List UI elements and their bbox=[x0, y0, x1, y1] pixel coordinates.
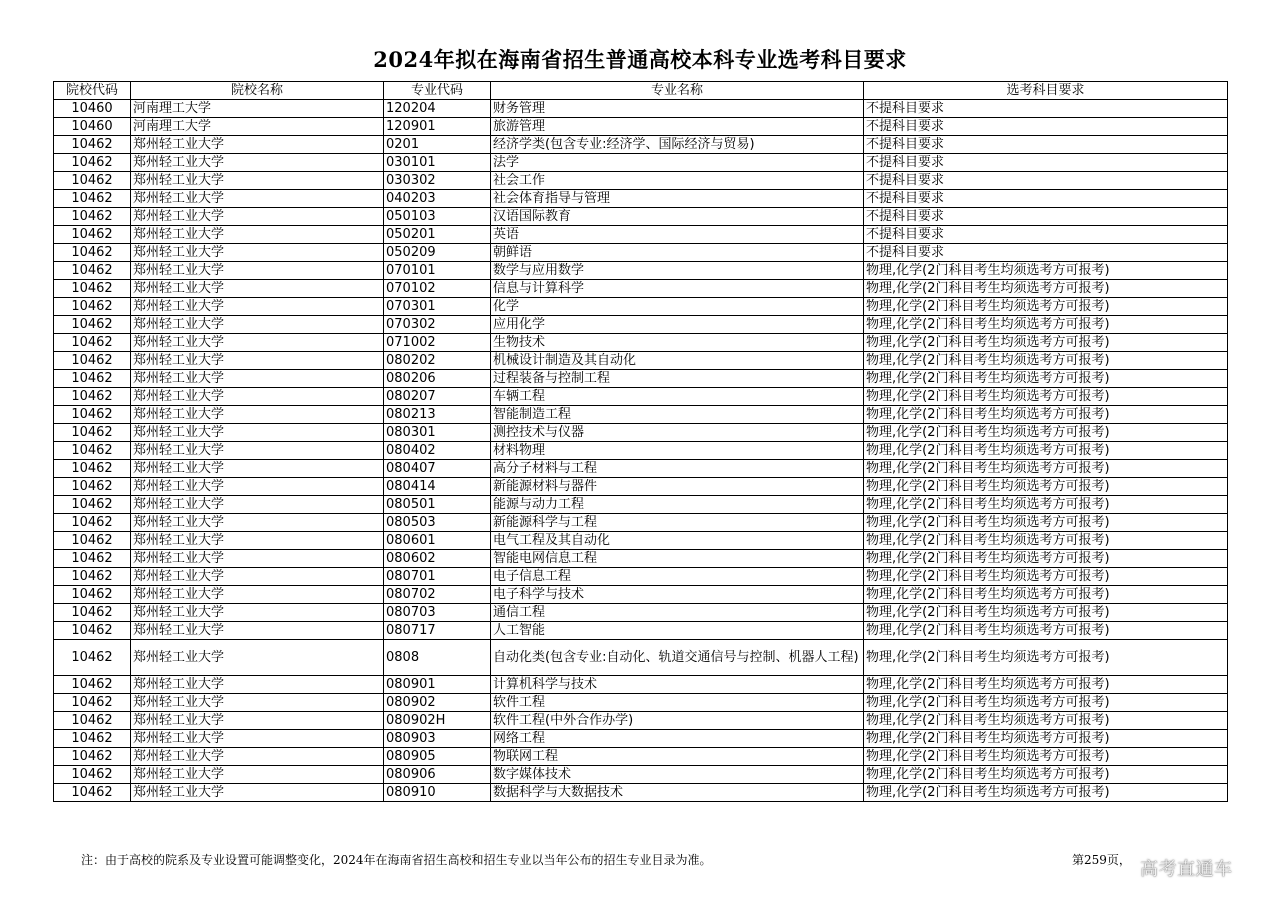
cell-requirement: 不提科目要求 bbox=[864, 208, 1228, 226]
cell-school-name: 郑州轻工业大学 bbox=[131, 784, 384, 802]
cell-school-code: 10462 bbox=[54, 406, 131, 424]
cell-school-name: 郑州轻工业大学 bbox=[131, 550, 384, 568]
cell-major-name: 电子信息工程 bbox=[491, 568, 864, 586]
cell-major-code: 080414 bbox=[384, 478, 491, 496]
cell-major-code: 070301 bbox=[384, 298, 491, 316]
requirements-table bbox=[53, 81, 1228, 802]
cell-major-code: 050209 bbox=[384, 244, 491, 262]
cell-major-code: 080901 bbox=[384, 676, 491, 694]
cell-school-name: 郑州轻工业大学 bbox=[131, 298, 384, 316]
cell-major-code: 080703 bbox=[384, 604, 491, 622]
cell-major-code: 0808 bbox=[384, 640, 491, 676]
cell-major-code: 080213 bbox=[384, 406, 491, 424]
table-row bbox=[54, 460, 1228, 478]
cell-requirement: 物理,化学(2门科目考生均须选考方可报考) bbox=[864, 784, 1228, 802]
cell-requirement: 物理,化学(2门科目考生均须选考方可报考) bbox=[864, 694, 1228, 712]
cell-school-name: 郑州轻工业大学 bbox=[131, 568, 384, 586]
cell-major-name: 电子科学与技术 bbox=[491, 586, 864, 604]
cell-requirement: 物理,化学(2门科目考生均须选考方可报考) bbox=[864, 316, 1228, 334]
cell-school-name: 郑州轻工业大学 bbox=[131, 262, 384, 280]
table-row bbox=[54, 370, 1228, 388]
cell-requirement: 物理,化学(2门科目考生均须选考方可报考) bbox=[864, 766, 1228, 784]
cell-school-name: 郑州轻工业大学 bbox=[131, 460, 384, 478]
cell-major-name: 高分子材料与工程 bbox=[491, 460, 864, 478]
cell-school-name: 郑州轻工业大学 bbox=[131, 316, 384, 334]
cell-requirement: 物理,化学(2门科目考生均须选考方可报考) bbox=[864, 424, 1228, 442]
cell-requirement: 物理,化学(2门科目考生均须选考方可报考) bbox=[864, 370, 1228, 388]
table-row bbox=[54, 100, 1228, 118]
cell-school-code: 10462 bbox=[54, 712, 131, 730]
cell-school-name: 郑州轻工业大学 bbox=[131, 370, 384, 388]
cell-major-name: 计算机科学与技术 bbox=[491, 676, 864, 694]
cell-school-name: 郑州轻工业大学 bbox=[131, 406, 384, 424]
cell-major-code: 050103 bbox=[384, 208, 491, 226]
cell-school-code: 10462 bbox=[54, 460, 131, 478]
table-row bbox=[54, 154, 1228, 172]
cell-school-name: 郑州轻工业大学 bbox=[131, 136, 384, 154]
cell-school-name: 郑州轻工业大学 bbox=[131, 172, 384, 190]
cell-major-code: 080905 bbox=[384, 748, 491, 766]
cell-school-code: 10462 bbox=[54, 550, 131, 568]
cell-requirement: 不提科目要求 bbox=[864, 172, 1228, 190]
cell-school-code: 10460 bbox=[54, 118, 131, 136]
cell-school-name: 郑州轻工业大学 bbox=[131, 442, 384, 460]
footer-note: 注：由于高校的院系及专业设置可能调整变化，2024年在海南省招生高校和招生专业以当年公布的招生专业目录为准。 bbox=[81, 853, 712, 867]
cell-school-code: 10462 bbox=[54, 784, 131, 802]
table-row bbox=[54, 244, 1228, 262]
cell-school-name: 郑州轻工业大学 bbox=[131, 424, 384, 442]
cell-school-name: 郑州轻工业大学 bbox=[131, 586, 384, 604]
cell-major-name: 软件工程(中外合作办学) bbox=[491, 712, 864, 730]
cell-school-name: 郑州轻工业大学 bbox=[131, 766, 384, 784]
cell-major-code: 080903 bbox=[384, 730, 491, 748]
cell-major-name: 过程装备与控制工程 bbox=[491, 370, 864, 388]
table-row bbox=[54, 622, 1228, 640]
cell-school-code: 10462 bbox=[54, 640, 131, 676]
cell-school-code: 10462 bbox=[54, 622, 131, 640]
cell-school-name: 郑州轻工业大学 bbox=[131, 676, 384, 694]
cell-major-code: 070101 bbox=[384, 262, 491, 280]
table-row bbox=[54, 280, 1228, 298]
table-row bbox=[54, 748, 1228, 766]
cell-major-code: 080902 bbox=[384, 694, 491, 712]
page-number: 第259页， bbox=[1072, 853, 1131, 867]
cell-school-name: 郑州轻工业大学 bbox=[131, 640, 384, 676]
cell-requirement: 物理,化学(2门科目考生均须选考方可报考) bbox=[864, 388, 1228, 406]
cell-requirement: 不提科目要求 bbox=[864, 136, 1228, 154]
cell-school-code: 10462 bbox=[54, 370, 131, 388]
cell-major-name: 材料物理 bbox=[491, 442, 864, 460]
table-row bbox=[54, 730, 1228, 748]
cell-major-code: 080202 bbox=[384, 352, 491, 370]
table-row bbox=[54, 424, 1228, 442]
cell-requirement: 物理,化学(2门科目考生均须选考方可报考) bbox=[864, 298, 1228, 316]
header-major-code: 专业代码 bbox=[384, 82, 491, 100]
cell-school-name: 郑州轻工业大学 bbox=[131, 244, 384, 262]
cell-school-name: 河南理工大学 bbox=[131, 100, 384, 118]
cell-major-name: 能源与动力工程 bbox=[491, 496, 864, 514]
cell-school-name: 郑州轻工业大学 bbox=[131, 532, 384, 550]
cell-school-code: 10462 bbox=[54, 568, 131, 586]
page-title: 2024年拟在海南省招生普通高校本科专业选考科目要求 bbox=[373, 47, 907, 72]
table-row bbox=[54, 118, 1228, 136]
cell-school-code: 10462 bbox=[54, 748, 131, 766]
cell-school-code: 10462 bbox=[54, 262, 131, 280]
header-school-name: 院校名称 bbox=[131, 82, 384, 100]
table-row bbox=[54, 316, 1228, 334]
header-row bbox=[54, 82, 1228, 100]
cell-major-code: 080602 bbox=[384, 550, 491, 568]
table-row bbox=[54, 262, 1228, 280]
cell-requirement: 不提科目要求 bbox=[864, 190, 1228, 208]
cell-school-code: 10462 bbox=[54, 208, 131, 226]
table-row bbox=[54, 136, 1228, 154]
table-row bbox=[54, 298, 1228, 316]
cell-requirement: 物理,化学(2门科目考生均须选考方可报考) bbox=[864, 568, 1228, 586]
table-row bbox=[54, 694, 1228, 712]
cell-requirement: 物理,化学(2门科目考生均须选考方可报考) bbox=[864, 460, 1228, 478]
cell-school-code: 10462 bbox=[54, 730, 131, 748]
cell-major-name: 电气工程及其自动化 bbox=[491, 532, 864, 550]
cell-requirement: 物理,化学(2门科目考生均须选考方可报考) bbox=[864, 514, 1228, 532]
table-row bbox=[54, 406, 1228, 424]
cell-major-code: 050201 bbox=[384, 226, 491, 244]
cell-school-code: 10460 bbox=[54, 100, 131, 118]
cell-major-name: 生物技术 bbox=[491, 334, 864, 352]
cell-school-name: 郑州轻工业大学 bbox=[131, 730, 384, 748]
cell-requirement: 物理,化学(2门科目考生均须选考方可报考) bbox=[864, 748, 1228, 766]
cell-school-name: 郑州轻工业大学 bbox=[131, 388, 384, 406]
cell-school-name: 郑州轻工业大学 bbox=[131, 514, 384, 532]
table-row bbox=[54, 712, 1228, 730]
cell-major-name: 经济学类(包含专业:经济学、国际经济与贸易) bbox=[491, 136, 864, 154]
cell-school-name: 郑州轻工业大学 bbox=[131, 694, 384, 712]
cell-school-code: 10462 bbox=[54, 136, 131, 154]
table-row bbox=[54, 604, 1228, 622]
cell-major-name: 测控技术与仪器 bbox=[491, 424, 864, 442]
cell-school-code: 10462 bbox=[54, 190, 131, 208]
cell-requirement: 物理,化学(2门科目考生均须选考方可报考) bbox=[864, 442, 1228, 460]
cell-school-name: 郑州轻工业大学 bbox=[131, 280, 384, 298]
cell-school-code: 10462 bbox=[54, 316, 131, 334]
cell-major-name: 财务管理 bbox=[491, 100, 864, 118]
cell-major-name: 物联网工程 bbox=[491, 748, 864, 766]
cell-major-code: 080717 bbox=[384, 622, 491, 640]
cell-major-name: 信息与计算科学 bbox=[491, 280, 864, 298]
cell-school-name: 郑州轻工业大学 bbox=[131, 604, 384, 622]
table-row bbox=[54, 208, 1228, 226]
header-school-code: 院校代码 bbox=[54, 82, 131, 100]
cell-school-code: 10462 bbox=[54, 244, 131, 262]
cell-major-name: 机械设计制造及其自动化 bbox=[491, 352, 864, 370]
cell-school-code: 10462 bbox=[54, 496, 131, 514]
cell-requirement: 物理,化学(2门科目考生均须选考方可报考) bbox=[864, 352, 1228, 370]
cell-major-code: 080601 bbox=[384, 532, 491, 550]
table-row bbox=[54, 568, 1228, 586]
cell-major-name: 应用化学 bbox=[491, 316, 864, 334]
table-row bbox=[54, 190, 1228, 208]
cell-major-name: 软件工程 bbox=[491, 694, 864, 712]
table-row bbox=[54, 550, 1228, 568]
cell-school-code: 10462 bbox=[54, 424, 131, 442]
table-header bbox=[54, 82, 1228, 100]
cell-school-code: 10462 bbox=[54, 154, 131, 172]
cell-major-code: 0201 bbox=[384, 136, 491, 154]
cell-major-code: 080906 bbox=[384, 766, 491, 784]
cell-requirement: 物理,化学(2门科目考生均须选考方可报考) bbox=[864, 532, 1228, 550]
cell-requirement: 物理,化学(2门科目考生均须选考方可报考) bbox=[864, 478, 1228, 496]
cell-school-code: 10462 bbox=[54, 586, 131, 604]
cell-major-code: 030302 bbox=[384, 172, 491, 190]
table-row bbox=[54, 532, 1228, 550]
cell-school-name: 郑州轻工业大学 bbox=[131, 352, 384, 370]
cell-school-code: 10462 bbox=[54, 298, 131, 316]
cell-major-name: 网络工程 bbox=[491, 730, 864, 748]
cell-major-code: 080702 bbox=[384, 586, 491, 604]
cell-school-name: 郑州轻工业大学 bbox=[131, 712, 384, 730]
cell-requirement: 物理,化学(2门科目考生均须选考方可报考) bbox=[864, 712, 1228, 730]
cell-school-code: 10462 bbox=[54, 388, 131, 406]
cell-major-name: 数据科学与大数据技术 bbox=[491, 784, 864, 802]
table-row bbox=[54, 334, 1228, 352]
cell-requirement: 物理,化学(2门科目考生均须选考方可报考) bbox=[864, 334, 1228, 352]
cell-major-name: 车辆工程 bbox=[491, 388, 864, 406]
cell-major-code: 070102 bbox=[384, 280, 491, 298]
table-row bbox=[54, 784, 1228, 802]
cell-school-name: 郑州轻工业大学 bbox=[131, 208, 384, 226]
table-row bbox=[54, 478, 1228, 496]
cell-requirement: 物理,化学(2门科目考生均须选考方可报考) bbox=[864, 640, 1228, 676]
table-row bbox=[54, 442, 1228, 460]
table-row bbox=[54, 586, 1228, 604]
cell-school-name: 郑州轻工业大学 bbox=[131, 478, 384, 496]
cell-requirement: 不提科目要求 bbox=[864, 226, 1228, 244]
cell-school-name: 郑州轻工业大学 bbox=[131, 190, 384, 208]
cell-requirement: 不提科目要求 bbox=[864, 100, 1228, 118]
table-body bbox=[54, 100, 1228, 802]
cell-major-name: 人工智能 bbox=[491, 622, 864, 640]
cell-major-code: 070302 bbox=[384, 316, 491, 334]
cell-major-code: 080402 bbox=[384, 442, 491, 460]
cell-major-name: 汉语国际教育 bbox=[491, 208, 864, 226]
cell-school-code: 10462 bbox=[54, 694, 131, 712]
cell-major-code: 120204 bbox=[384, 100, 491, 118]
cell-school-code: 10462 bbox=[54, 280, 131, 298]
cell-requirement: 物理,化学(2门科目考生均须选考方可报考) bbox=[864, 586, 1228, 604]
header-major-name: 专业名称 bbox=[491, 82, 864, 100]
cell-major-code: 080501 bbox=[384, 496, 491, 514]
cell-major-code: 040203 bbox=[384, 190, 491, 208]
cell-school-code: 10462 bbox=[54, 532, 131, 550]
cell-requirement: 物理,化学(2门科目考生均须选考方可报考) bbox=[864, 496, 1228, 514]
cell-major-code: 080206 bbox=[384, 370, 491, 388]
cell-requirement: 物理,化学(2门科目考生均须选考方可报考) bbox=[864, 406, 1228, 424]
cell-major-code: 080407 bbox=[384, 460, 491, 478]
cell-major-code: 080503 bbox=[384, 514, 491, 532]
header-requirement: 选考科目要求 bbox=[864, 82, 1228, 100]
cell-major-name: 新能源材料与器件 bbox=[491, 478, 864, 496]
cell-school-code: 10462 bbox=[54, 334, 131, 352]
cell-major-name: 智能电网信息工程 bbox=[491, 550, 864, 568]
cell-requirement: 不提科目要求 bbox=[864, 154, 1228, 172]
cell-school-name: 郑州轻工业大学 bbox=[131, 154, 384, 172]
cell-school-code: 10462 bbox=[54, 514, 131, 532]
cell-major-code: 080902H bbox=[384, 712, 491, 730]
cell-school-name: 郑州轻工业大学 bbox=[131, 748, 384, 766]
cell-school-code: 10462 bbox=[54, 604, 131, 622]
cell-major-code: 080910 bbox=[384, 784, 491, 802]
cell-major-name: 自动化类(包含专业:自动化、轨道交通信号与控制、机器人工程) bbox=[491, 640, 864, 676]
cell-requirement: 物理,化学(2门科目考生均须选考方可报考) bbox=[864, 622, 1228, 640]
cell-school-name: 河南理工大学 bbox=[131, 118, 384, 136]
cell-major-name: 智能制造工程 bbox=[491, 406, 864, 424]
cell-school-code: 10462 bbox=[54, 352, 131, 370]
cell-major-name: 社会工作 bbox=[491, 172, 864, 190]
cell-requirement: 物理,化学(2门科目考生均须选考方可报考) bbox=[864, 262, 1228, 280]
cell-school-code: 10462 bbox=[54, 676, 131, 694]
table-row bbox=[54, 640, 1228, 676]
cell-requirement: 物理,化学(2门科目考生均须选考方可报考) bbox=[864, 550, 1228, 568]
cell-major-code: 080207 bbox=[384, 388, 491, 406]
cell-school-code: 10462 bbox=[54, 172, 131, 190]
cell-major-code: 071002 bbox=[384, 334, 491, 352]
table-row bbox=[54, 388, 1228, 406]
cell-school-code: 10462 bbox=[54, 442, 131, 460]
cell-major-name: 通信工程 bbox=[491, 604, 864, 622]
cell-major-name: 数字媒体技术 bbox=[491, 766, 864, 784]
table-row bbox=[54, 766, 1228, 784]
cell-major-name: 化学 bbox=[491, 298, 864, 316]
cell-school-code: 10462 bbox=[54, 478, 131, 496]
cell-school-name: 郑州轻工业大学 bbox=[131, 226, 384, 244]
watermark: 高考直通车 bbox=[1140, 859, 1233, 880]
table-row bbox=[54, 352, 1228, 370]
cell-requirement: 不提科目要求 bbox=[864, 118, 1228, 136]
cell-major-name: 法学 bbox=[491, 154, 864, 172]
cell-major-name: 朝鲜语 bbox=[491, 244, 864, 262]
cell-major-name: 旅游管理 bbox=[491, 118, 864, 136]
table-row bbox=[54, 226, 1228, 244]
cell-school-name: 郑州轻工业大学 bbox=[131, 622, 384, 640]
table-row bbox=[54, 172, 1228, 190]
cell-school-name: 郑州轻工业大学 bbox=[131, 496, 384, 514]
table-row bbox=[54, 676, 1228, 694]
cell-major-name: 英语 bbox=[491, 226, 864, 244]
table-row bbox=[54, 514, 1228, 532]
cell-major-name: 新能源科学与工程 bbox=[491, 514, 864, 532]
cell-major-name: 社会体育指导与管理 bbox=[491, 190, 864, 208]
cell-requirement: 不提科目要求 bbox=[864, 244, 1228, 262]
cell-requirement: 物理,化学(2门科目考生均须选考方可报考) bbox=[864, 730, 1228, 748]
cell-major-code: 030101 bbox=[384, 154, 491, 172]
cell-requirement: 物理,化学(2门科目考生均须选考方可报考) bbox=[864, 280, 1228, 298]
cell-school-code: 10462 bbox=[54, 766, 131, 784]
cell-major-code: 080701 bbox=[384, 568, 491, 586]
cell-major-name: 数学与应用数学 bbox=[491, 262, 864, 280]
cell-requirement: 物理,化学(2门科目考生均须选考方可报考) bbox=[864, 676, 1228, 694]
cell-school-code: 10462 bbox=[54, 226, 131, 244]
table-row bbox=[54, 496, 1228, 514]
cell-major-code: 120901 bbox=[384, 118, 491, 136]
cell-school-name: 郑州轻工业大学 bbox=[131, 334, 384, 352]
cell-major-code: 080301 bbox=[384, 424, 491, 442]
cell-requirement: 物理,化学(2门科目考生均须选考方可报考) bbox=[864, 604, 1228, 622]
